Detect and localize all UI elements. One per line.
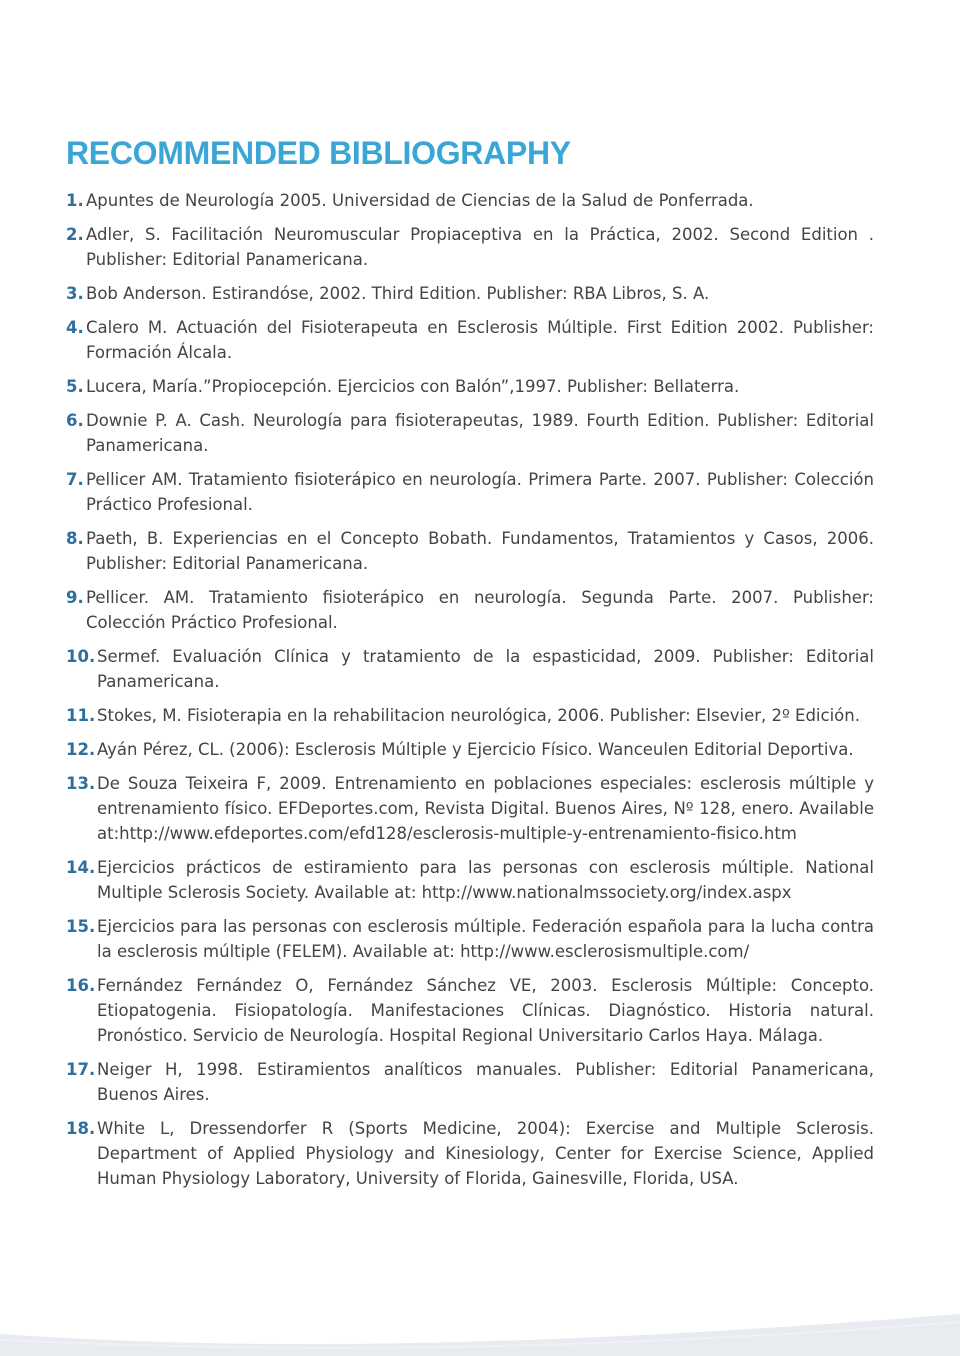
item-number: 6. — [66, 411, 84, 430]
item-number: 16. — [66, 976, 96, 995]
bibliography-item — [66, 374, 874, 399]
item-text: Paeth, B. Experiencias en el Concepto Bobath. Fundamentos, Tratamientos y Casos, 2006. Publisher: Editorial Panamericana. — [86, 529, 874, 573]
item-text: Adler, S. Facilitación Neuromuscular Propiaceptiva en la Práctica, 2002. Second Edition . Publisher: Editorial Panamericana. — [86, 225, 874, 269]
bibliography-item — [66, 703, 874, 728]
page-title: RECOMMENDED BIBLIOGRAPHY — [66, 135, 571, 171]
item-text: Apuntes de Neurología 2005. Universidad de Ciencias de la Salud de Ponferrada. — [86, 191, 754, 210]
item-text: Downie P. A. Cash. Neurología para fisioterapeutas, 1989. Fourth Edition. Publisher: Editorial Panamericana. — [86, 411, 874, 455]
bibliography-item — [66, 855, 874, 905]
bibliography-item — [66, 408, 874, 458]
bibliography-item — [66, 771, 874, 846]
item-text: Bob Anderson. Estirandóse, 2002. Third Edition. Publisher: RBA Libros, S. A. — [86, 284, 710, 303]
item-number: 10. — [66, 647, 96, 666]
item-number: 18. — [66, 1119, 96, 1138]
bibliography-item — [66, 644, 874, 694]
bibliography-item — [66, 914, 874, 964]
bibliography-list — [66, 188, 874, 1200]
decorative-wave — [0, 1256, 960, 1356]
item-number: 13. — [66, 774, 96, 793]
item-number: 1. — [66, 191, 84, 210]
item-number: 8. — [66, 529, 84, 548]
item-text: Stokes, M. Fisioterapia en la rehabilitacion neurológica, 2006. Publisher: Elsevier, 2º Edición. — [97, 706, 860, 725]
item-number: 2. — [66, 225, 84, 244]
item-text: Ayán Pérez, CL. (2006): Esclerosis Múltiple y Ejercicio Físico. Wanceulen Editorial Deportiva. — [97, 740, 854, 759]
item-number: 9. — [66, 588, 84, 607]
bibliography-item — [66, 737, 874, 762]
item-number: 3. — [66, 284, 84, 303]
bibliography-item — [66, 222, 874, 272]
wave-shape — [0, 1314, 960, 1356]
item-text: White L, Dressendorfer R (Sports Medicine, 2004): Exercise and Multiple Sclerosis. Department of Applied Physiology and Kinesiology, Center for Exercise Science, Applied Human Physiology Laboratory, University of Florida, Gainesville, Florida, USA. — [97, 1119, 874, 1188]
item-number: 5. — [66, 377, 84, 396]
item-text: Sermef. Evaluación Clínica y tratamiento de la espasticidad, 2009. Publisher: Editorial Panamericana. — [97, 647, 874, 691]
item-number: 12. — [66, 740, 96, 759]
bibliography-item — [66, 315, 874, 365]
bibliography-item — [66, 526, 874, 576]
item-number: 17. — [66, 1060, 96, 1079]
item-number: 7. — [66, 470, 84, 489]
item-text: Pellicer AM. Tratamiento fisioterápico en neurología. Primera Parte. 2007. Publisher: Colección Práctico Profesional. — [86, 470, 874, 514]
item-number: 11. — [66, 706, 96, 725]
item-text: De Souza Teixeira F, 2009. Entrenamiento en poblaciones especiales: esclerosis múltiple y entrenamiento físico. EFDeportes.com, Revista Digital. Buenos Aires, Nº 128, enero. Available at:http://www.efdeportes.com/efd128/esclerosis-multiple-y-entrenamiento-fisico.htm — [97, 774, 874, 843]
item-text: Ejercicios para las personas con esclerosis múltiple. Federación española para la lucha contra la esclerosis múltiple (FELEM). Available at: http://www.esclerosismultiple.com/ — [97, 917, 874, 961]
item-text: Pellicer. AM. Tratamiento fisioterápico en neurología. Segunda Parte. 2007. Publisher: Colección Práctico Profesional. — [86, 588, 874, 632]
bibliography-item — [66, 585, 874, 635]
item-text: Lucera, María.”Propiocepción. Ejercicios con Balón”,1997. Publisher: Bellaterra. — [86, 377, 740, 396]
bibliography-item — [66, 1057, 874, 1107]
bibliography-item — [66, 1116, 874, 1191]
item-text: Fernández Fernández O, Fernández Sánchez VE, 2003. Esclerosis Múltiple: Concepto. Etiopatogenia. Fisiopatología. Manifestaciones Clínicas. Diagnóstico. Historia natural. Pronóstico. Servicio de Neurología. Hospital Regional Universitario Carlos Haya. Málaga. — [97, 976, 874, 1045]
bibliography-item — [66, 281, 874, 306]
item-number: 4. — [66, 318, 84, 337]
bibliography-item — [66, 467, 874, 517]
item-number: 14. — [66, 858, 96, 877]
item-number: 15. — [66, 917, 96, 936]
item-text: Ejercicios prácticos de estiramiento para las personas con esclerosis múltiple. National Multiple Sclerosis Society. Available at: http://www.nationalmssociety.org/index.aspx — [97, 858, 874, 902]
bibliography-item — [66, 188, 874, 213]
bibliography-item — [66, 973, 874, 1048]
item-text: Calero M. Actuación del Fisioterapeuta en Esclerosis Múltiple. First Edition 2002. Publisher: Formación Álcala. — [86, 318, 874, 362]
item-text: Neiger H, 1998. Estiramientos analíticos manuales. Publisher: Editorial Panamericana, Buenos Aires. — [97, 1060, 874, 1104]
